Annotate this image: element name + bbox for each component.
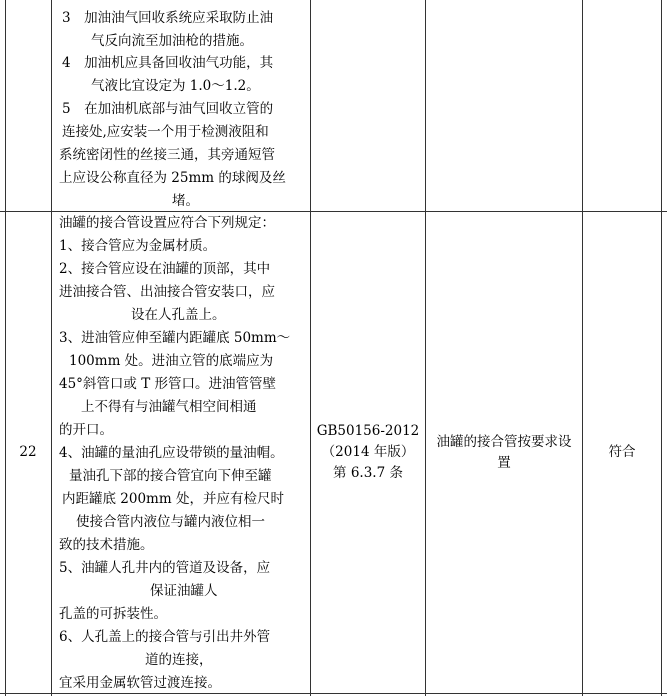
requirement-line: 致的技术措施。: [59, 537, 154, 553]
standard-line: GB50156-2012: [316, 423, 420, 439]
requirement-line: 气液比宜设定为 1.0～1.2。: [91, 78, 260, 94]
check-item: 油罐的接合管按要求设置: [436, 434, 572, 471]
requirement-line: 1、接合管应为金属材质。: [59, 238, 217, 254]
requirement-line: 5、油罐人孔井内的管道及设备，应: [59, 560, 271, 576]
requirement-line: 系统密闭性的丝接三通，其旁通短管: [59, 147, 275, 163]
requirement-line: 2、接合管应设在油罐的顶部，其中: [59, 261, 271, 277]
requirement-line: 进油接合管、出油接合管安装口，应: [59, 284, 275, 300]
requirement-line: 上应设公称直径为 25mm 的球阀及丝: [59, 170, 286, 186]
row-divider: [0, 211, 667, 212]
requirement-line: 内距罐底 200mm 处，并应有检尺时: [62, 491, 284, 507]
requirement-line: 45°斜管口或 T 形管口。进油管管壁: [59, 376, 277, 392]
requirement-line: 4、油罐的量油孔应设带锁的量油帽。: [59, 445, 284, 461]
requirement-line: 6、人孔盖上的接合管与引出井外管: [59, 629, 271, 645]
requirement-line: 气反向流至加油枪的措施。: [91, 33, 253, 49]
row-number: 22: [19, 444, 37, 460]
col-divider: [51, 0, 52, 696]
requirement-line: 油罐的接合管设置应符合下列规定：: [59, 215, 275, 231]
requirement-line: 3 加油油气回收系统应采取防止油: [62, 10, 274, 26]
requirement-line: 道的连接，: [145, 652, 213, 668]
requirement-line: 上不得有与油罐气相空间相通: [81, 399, 257, 415]
col-divider: [582, 0, 583, 696]
col-divider: [661, 0, 662, 696]
requirement-line: 连接处,应安装一个用于检测液阻和: [62, 124, 269, 140]
requirement-line: 保证油罐人: [150, 583, 218, 599]
requirement-line: 的开口。: [59, 422, 113, 438]
requirement-line: 使接合管内液位与罐内液位相一: [76, 514, 265, 530]
requirement-line: 量油孔下部的接合管宜向下伸至罐: [69, 468, 272, 484]
requirement-line: 设在人孔盖上。: [131, 307, 226, 323]
requirement-line: 堵。: [172, 193, 199, 209]
col-divider: [5, 0, 6, 696]
requirement-line: 5 在加油机底部与油气回收立管的: [62, 101, 274, 117]
standard-line: （2014 年版）: [321, 444, 415, 460]
row-divider: [0, 693, 667, 694]
col-divider: [310, 0, 311, 696]
requirement-line: 4 加油机应具备回收油气功能，其: [62, 55, 274, 71]
requirement-line: 100mm 处。进油立管的底端应为: [69, 353, 274, 369]
requirement-line: 3、进油管应伸至罐内距罐底 50mm～: [59, 330, 291, 346]
requirement-line: 孔盖的可拆装性。: [59, 606, 167, 622]
requirement-line: 宜采用金属软管过渡连接。: [59, 675, 221, 691]
result: 符合: [608, 444, 636, 460]
standard-line: 第 6.3.7 条: [333, 465, 403, 481]
col-divider: [425, 0, 426, 696]
